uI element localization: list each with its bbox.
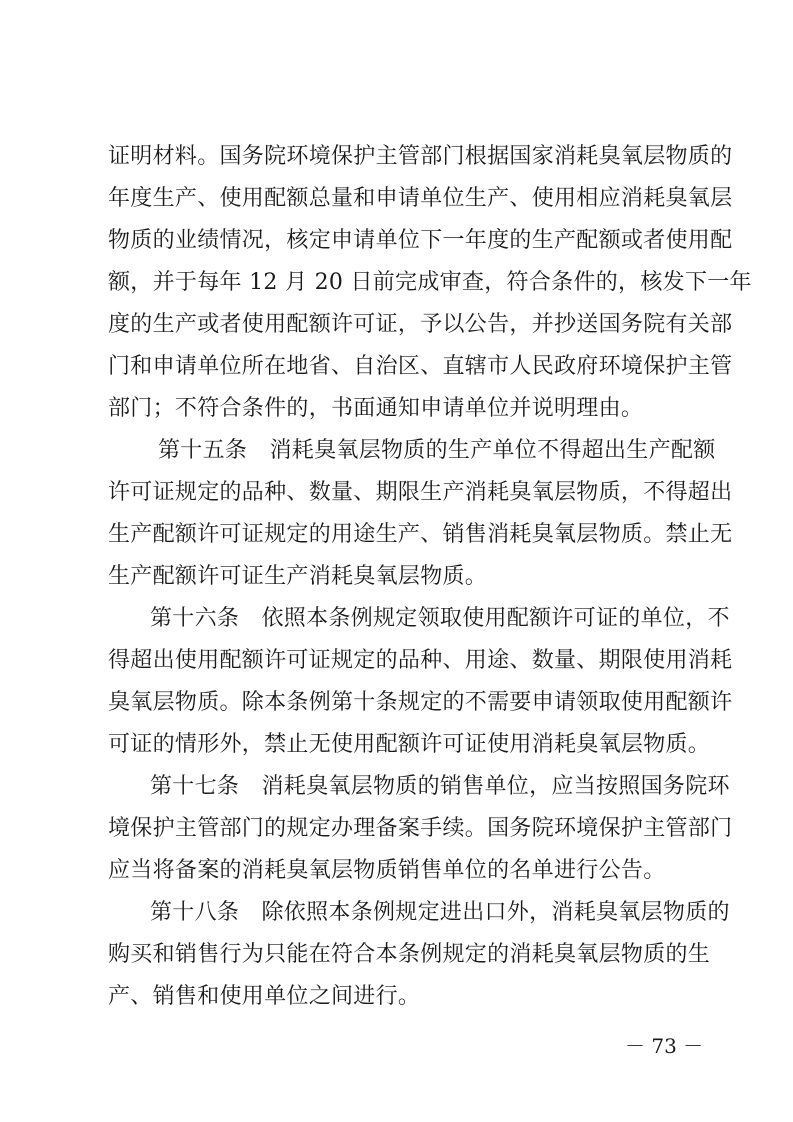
body-line: 部门；不符合条件的，书面通知申请单位并说明理由。 bbox=[108, 396, 644, 421]
body-line: 门和申请单位所在地省、自治区、直辖市人民政府环境保护主管 bbox=[108, 354, 733, 379]
body-line: 购买和销售行为只能在符合本条例规定的消耗臭氧层物质的生 bbox=[108, 942, 711, 967]
body-line: 臭氧层物质。除本条例第十条规定的不需要申请领取使用配额许 bbox=[108, 690, 733, 715]
body-line: 应当将备案的消耗臭氧层物质销售单位的名单进行公告。 bbox=[108, 858, 666, 883]
body-line: 度的生产或者使用配额许可证，予以公告，并抄送国务院有关部 bbox=[108, 312, 733, 337]
article-18-heading-line: 第十八条 除依照本条例规定进出口外，消耗臭氧层物质的 bbox=[150, 900, 730, 925]
body-line: 许可证规定的品种、数量、期限生产消耗臭氧层物质，不得超出 bbox=[108, 480, 733, 505]
body-line: 境保护主管部门的规定办理备案手续。国务院环境保护主管部门 bbox=[108, 816, 733, 841]
body-line: 年度生产、使用配额总量和申请单位生产、使用相应消耗臭氧层 bbox=[108, 186, 733, 211]
page-number: － 73 － bbox=[625, 1034, 704, 1058]
body-line: 产、销售和使用单位之间进行。 bbox=[108, 984, 421, 1009]
article-15-heading-line: 第十五条 消耗臭氧层物质的生产单位不得超出生产配额 bbox=[158, 438, 716, 463]
body-line: 物质的业绩情况，核定申请单位下一年度的生产配额或者使用配 bbox=[108, 228, 733, 253]
body-line: 得超出使用配额许可证规定的品种、用途、数量、期限使用消耗 bbox=[108, 648, 733, 673]
body-line: 生产配额许可证生产消耗臭氧层物质。 bbox=[108, 564, 488, 589]
body-line: 额，并于每年 12 月 20 日前完成审查，符合条件的，核发下一年 bbox=[108, 270, 752, 295]
body-line: 可证的情形外，禁止无使用配额许可证使用消耗臭氧层物质。 bbox=[108, 732, 711, 757]
article-17-heading-line: 第十七条 消耗臭氧层物质的销售单位，应当按照国务院环 bbox=[150, 774, 730, 799]
body-line: 证明材料。国务院环境保护主管部门根据国家消耗臭氧层物质的 bbox=[108, 144, 733, 169]
body-line: 生产配额许可证规定的用途生产、销售消耗臭氧层物质。禁止无 bbox=[108, 522, 733, 547]
article-16-heading-line: 第十六条 依照本条例规定领取使用配额许可证的单位，不 bbox=[150, 606, 730, 631]
